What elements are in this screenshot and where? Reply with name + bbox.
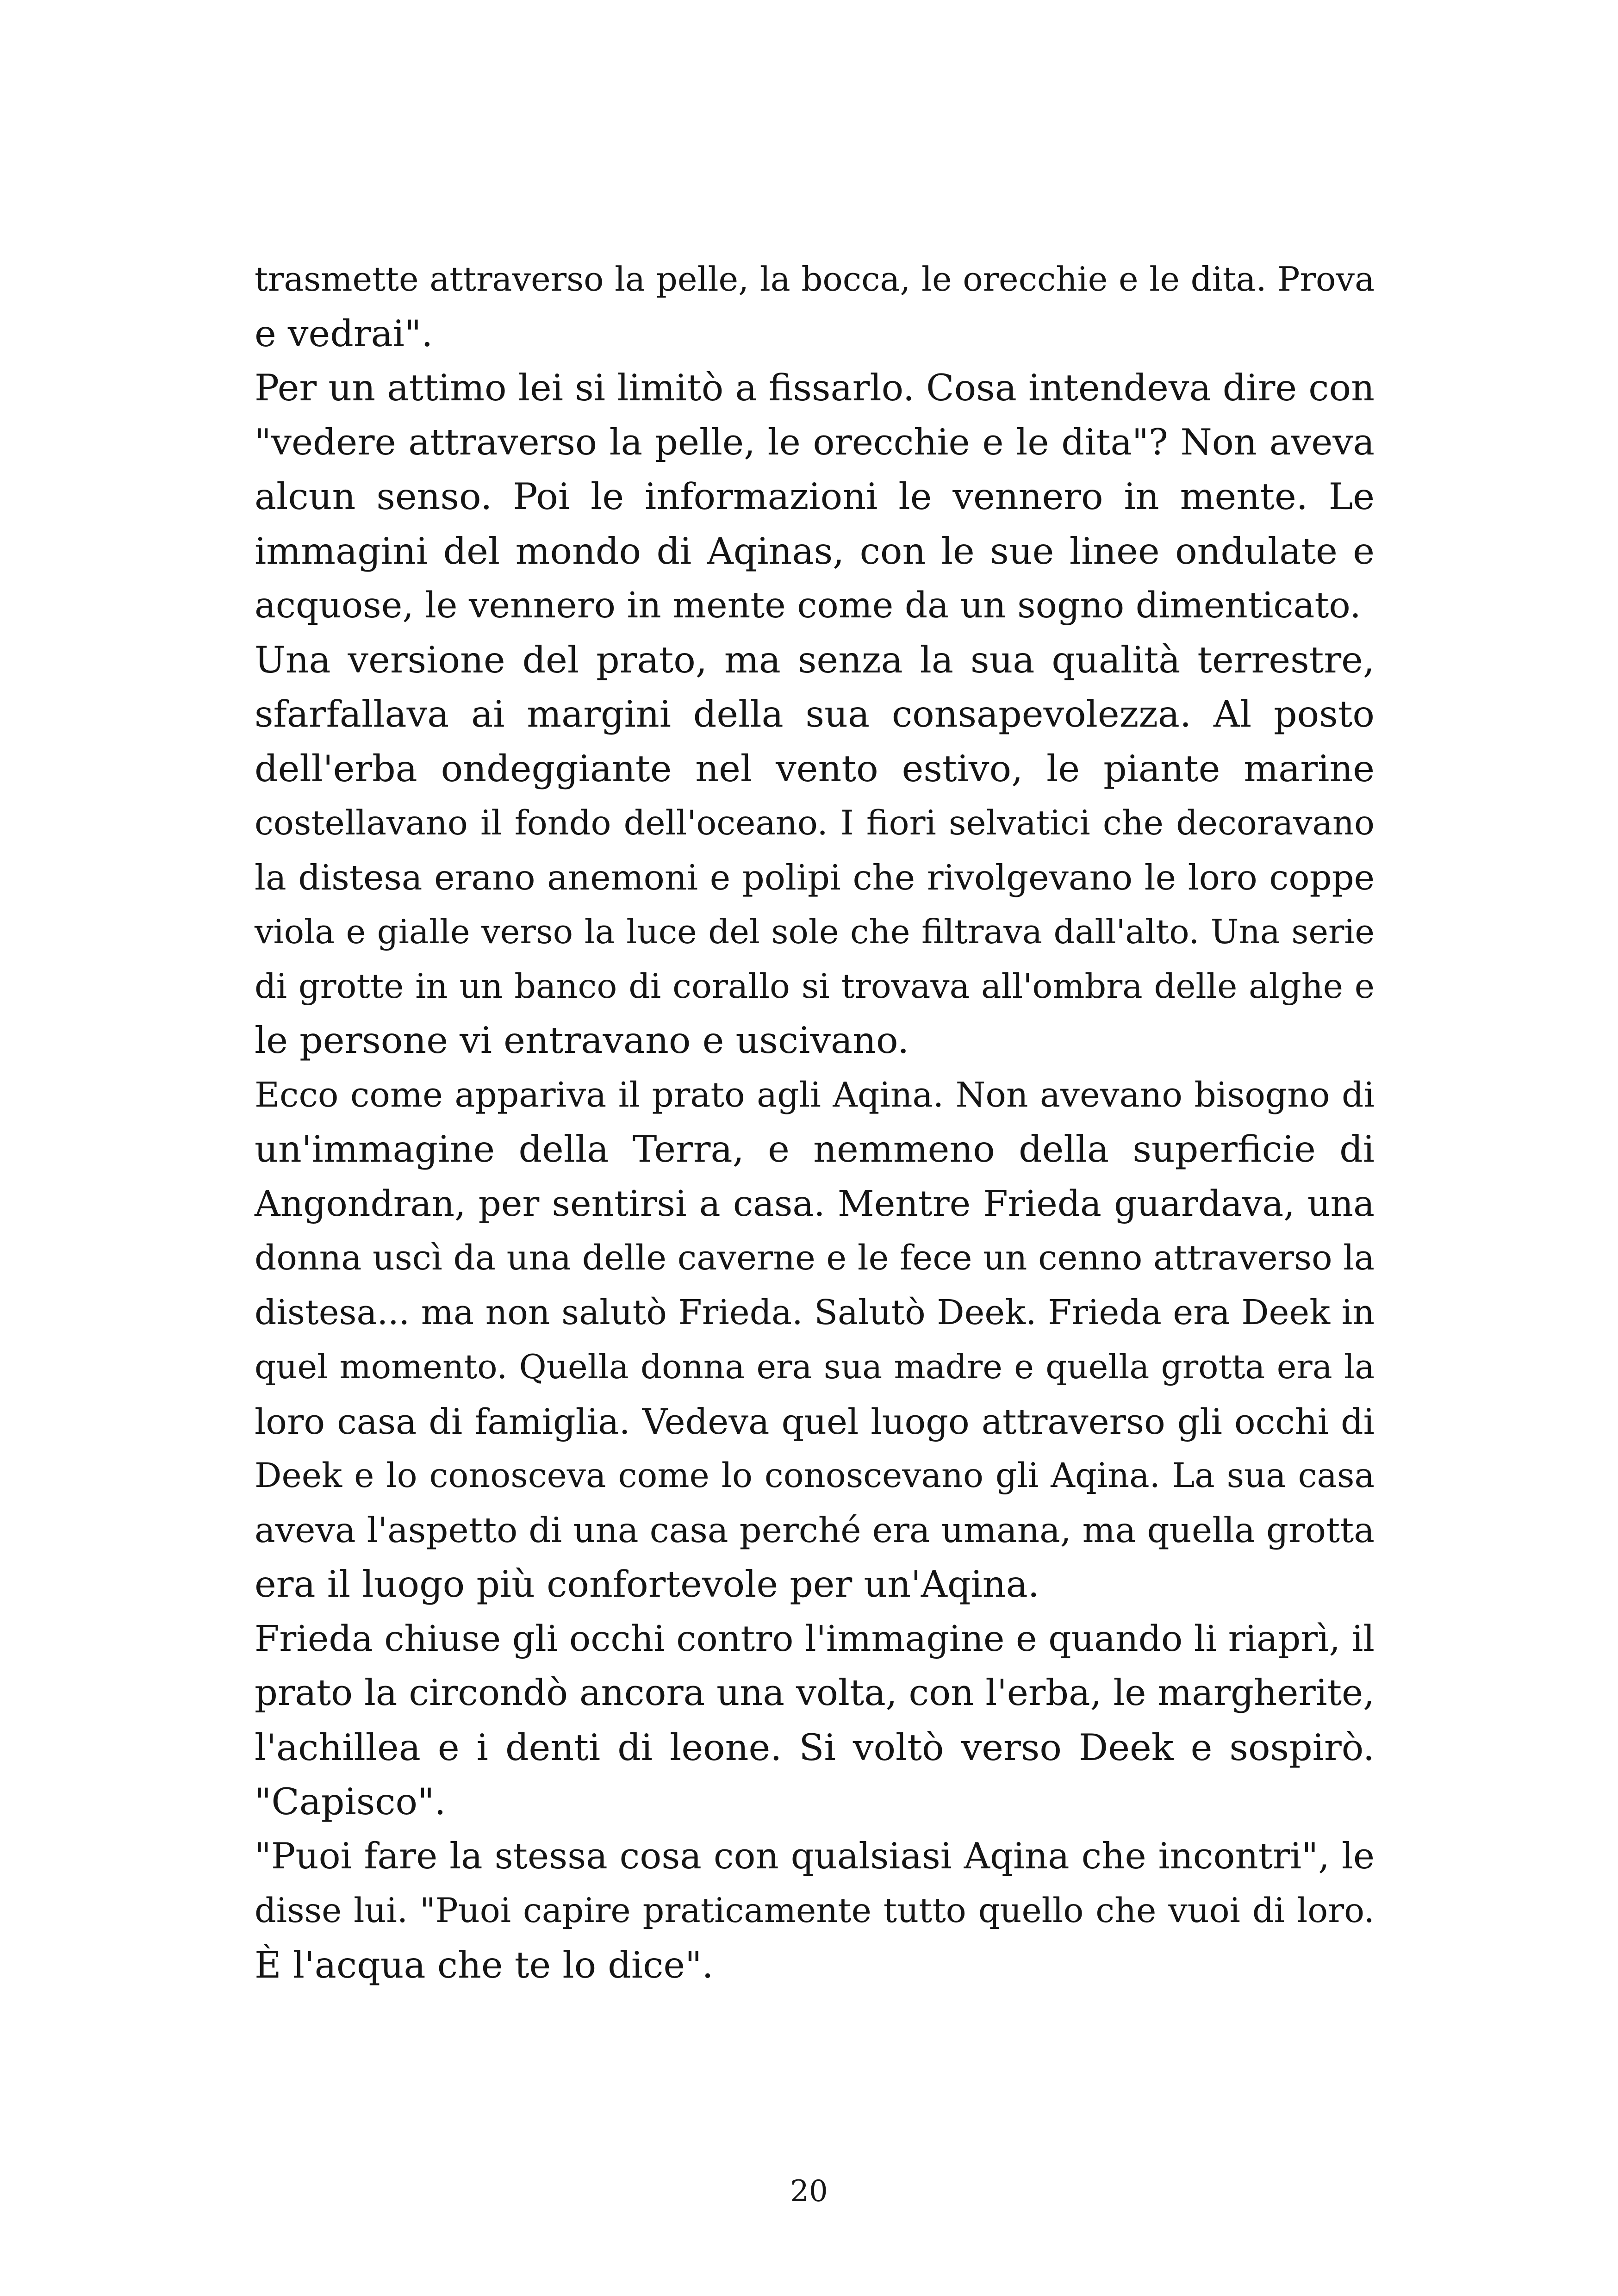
paragraph bbox=[255, 252, 1375, 361]
text-line: e vedrai". bbox=[255, 312, 433, 355]
text-line: immagini del mondo di Aqinas, con le sue linee ondulate e bbox=[255, 529, 1375, 572]
text-line: disse lui. "Puoi capire praticamente tutto quello che vuoi di loro. bbox=[255, 1891, 1375, 1930]
body-text bbox=[255, 252, 1375, 1992]
text-line: È l'acqua che te lo dice". bbox=[255, 1943, 714, 1986]
paragraph bbox=[255, 1829, 1375, 1993]
paragraph bbox=[255, 633, 1375, 1068]
text-line: Una versione del prato, ma senza la sua qualità terrestre, bbox=[255, 638, 1375, 681]
text-line: dell'erba ondeggiante nel vento estivo, le piante marine bbox=[255, 747, 1375, 790]
page-number: 20 bbox=[790, 2174, 828, 2209]
text-line: era il luogo più confortevole per un'Aqina. bbox=[255, 1563, 1039, 1605]
text-line: l'achillea e i denti di leone. Si voltò verso Deek e sospirò. bbox=[255, 1726, 1375, 1769]
text-line: Angondran, per sentirsi a casa. Mentre Frieda guardava, una bbox=[255, 1183, 1375, 1225]
text-line: di grotte in un banco di corallo si trovava all'ombra delle alghe e bbox=[255, 966, 1375, 1006]
text-line: "Puoi fare la stessa cosa con qualsiasi Aqina che incontri", le bbox=[255, 1835, 1375, 1877]
text-line: acquose, le vennero in mente come da un sogno dimenticato. bbox=[255, 585, 1361, 626]
text-line: un'immagine della Terra, e nemmeno della superficie di bbox=[255, 1128, 1375, 1170]
text-line: distesa... ma non salutò Frieda. Salutò Deek. Frieda era Deek in bbox=[255, 1292, 1375, 1332]
paragraph bbox=[255, 1612, 1375, 1829]
text-line: alcun senso. Poi le informazioni le vennero in mente. Le bbox=[255, 475, 1375, 518]
text-line: viola e gialle verso la luce del sole che filtrava dall'alto. Una serie bbox=[255, 912, 1375, 951]
text-line: Per un attimo lei si limitò a fissarlo. Cosa intendeva dire con bbox=[255, 367, 1375, 409]
text-line: prato la circondò ancora una volta, con l'erba, le margherite, bbox=[255, 1672, 1375, 1714]
text-line: Deek e lo conosceva come lo conoscevano gli Aqina. La sua casa bbox=[255, 1456, 1375, 1495]
text-line: costellavano il fondo dell'oceano. I fiori selvatici che decoravano bbox=[255, 803, 1375, 843]
paragraph bbox=[255, 1068, 1375, 1612]
text-line: "Capisco". bbox=[255, 1780, 446, 1823]
text-line: loro casa di famiglia. Vedeva quel luogo attraverso gli occhi di bbox=[255, 1400, 1375, 1442]
text-line: la distesa erano anemoni e polipi che rivolgevano le loro coppe bbox=[255, 857, 1375, 898]
text-line: Frieda chiuse gli occhi contro l'immagine e quando li riaprì, il bbox=[255, 1618, 1375, 1660]
text-line: aveva l'aspetto di una casa perché era umana, ma quella grotta bbox=[255, 1509, 1375, 1550]
text-line: sfarfallava ai margini della sua consapevolezza. Al posto bbox=[255, 693, 1375, 735]
paragraph bbox=[255, 361, 1375, 633]
text-line: quel momento. Quella donna era sua madre e quella grotta era la bbox=[255, 1347, 1375, 1386]
text-line: trasmette attraverso la pelle, la bocca, le orecchie e le dita. Prova bbox=[255, 260, 1375, 299]
text-line: le persone vi entravano e uscivano. bbox=[255, 1019, 909, 1062]
text-line: donna uscì da una delle caverne e le fece un cenno attraverso la bbox=[255, 1238, 1375, 1278]
text-line: Ecco come appariva il prato agli Aqina. Non avevano bisogno di bbox=[255, 1075, 1375, 1115]
text-line: "vedere attraverso la pelle, le orecchie e le dita"? Non aveva bbox=[255, 421, 1375, 463]
